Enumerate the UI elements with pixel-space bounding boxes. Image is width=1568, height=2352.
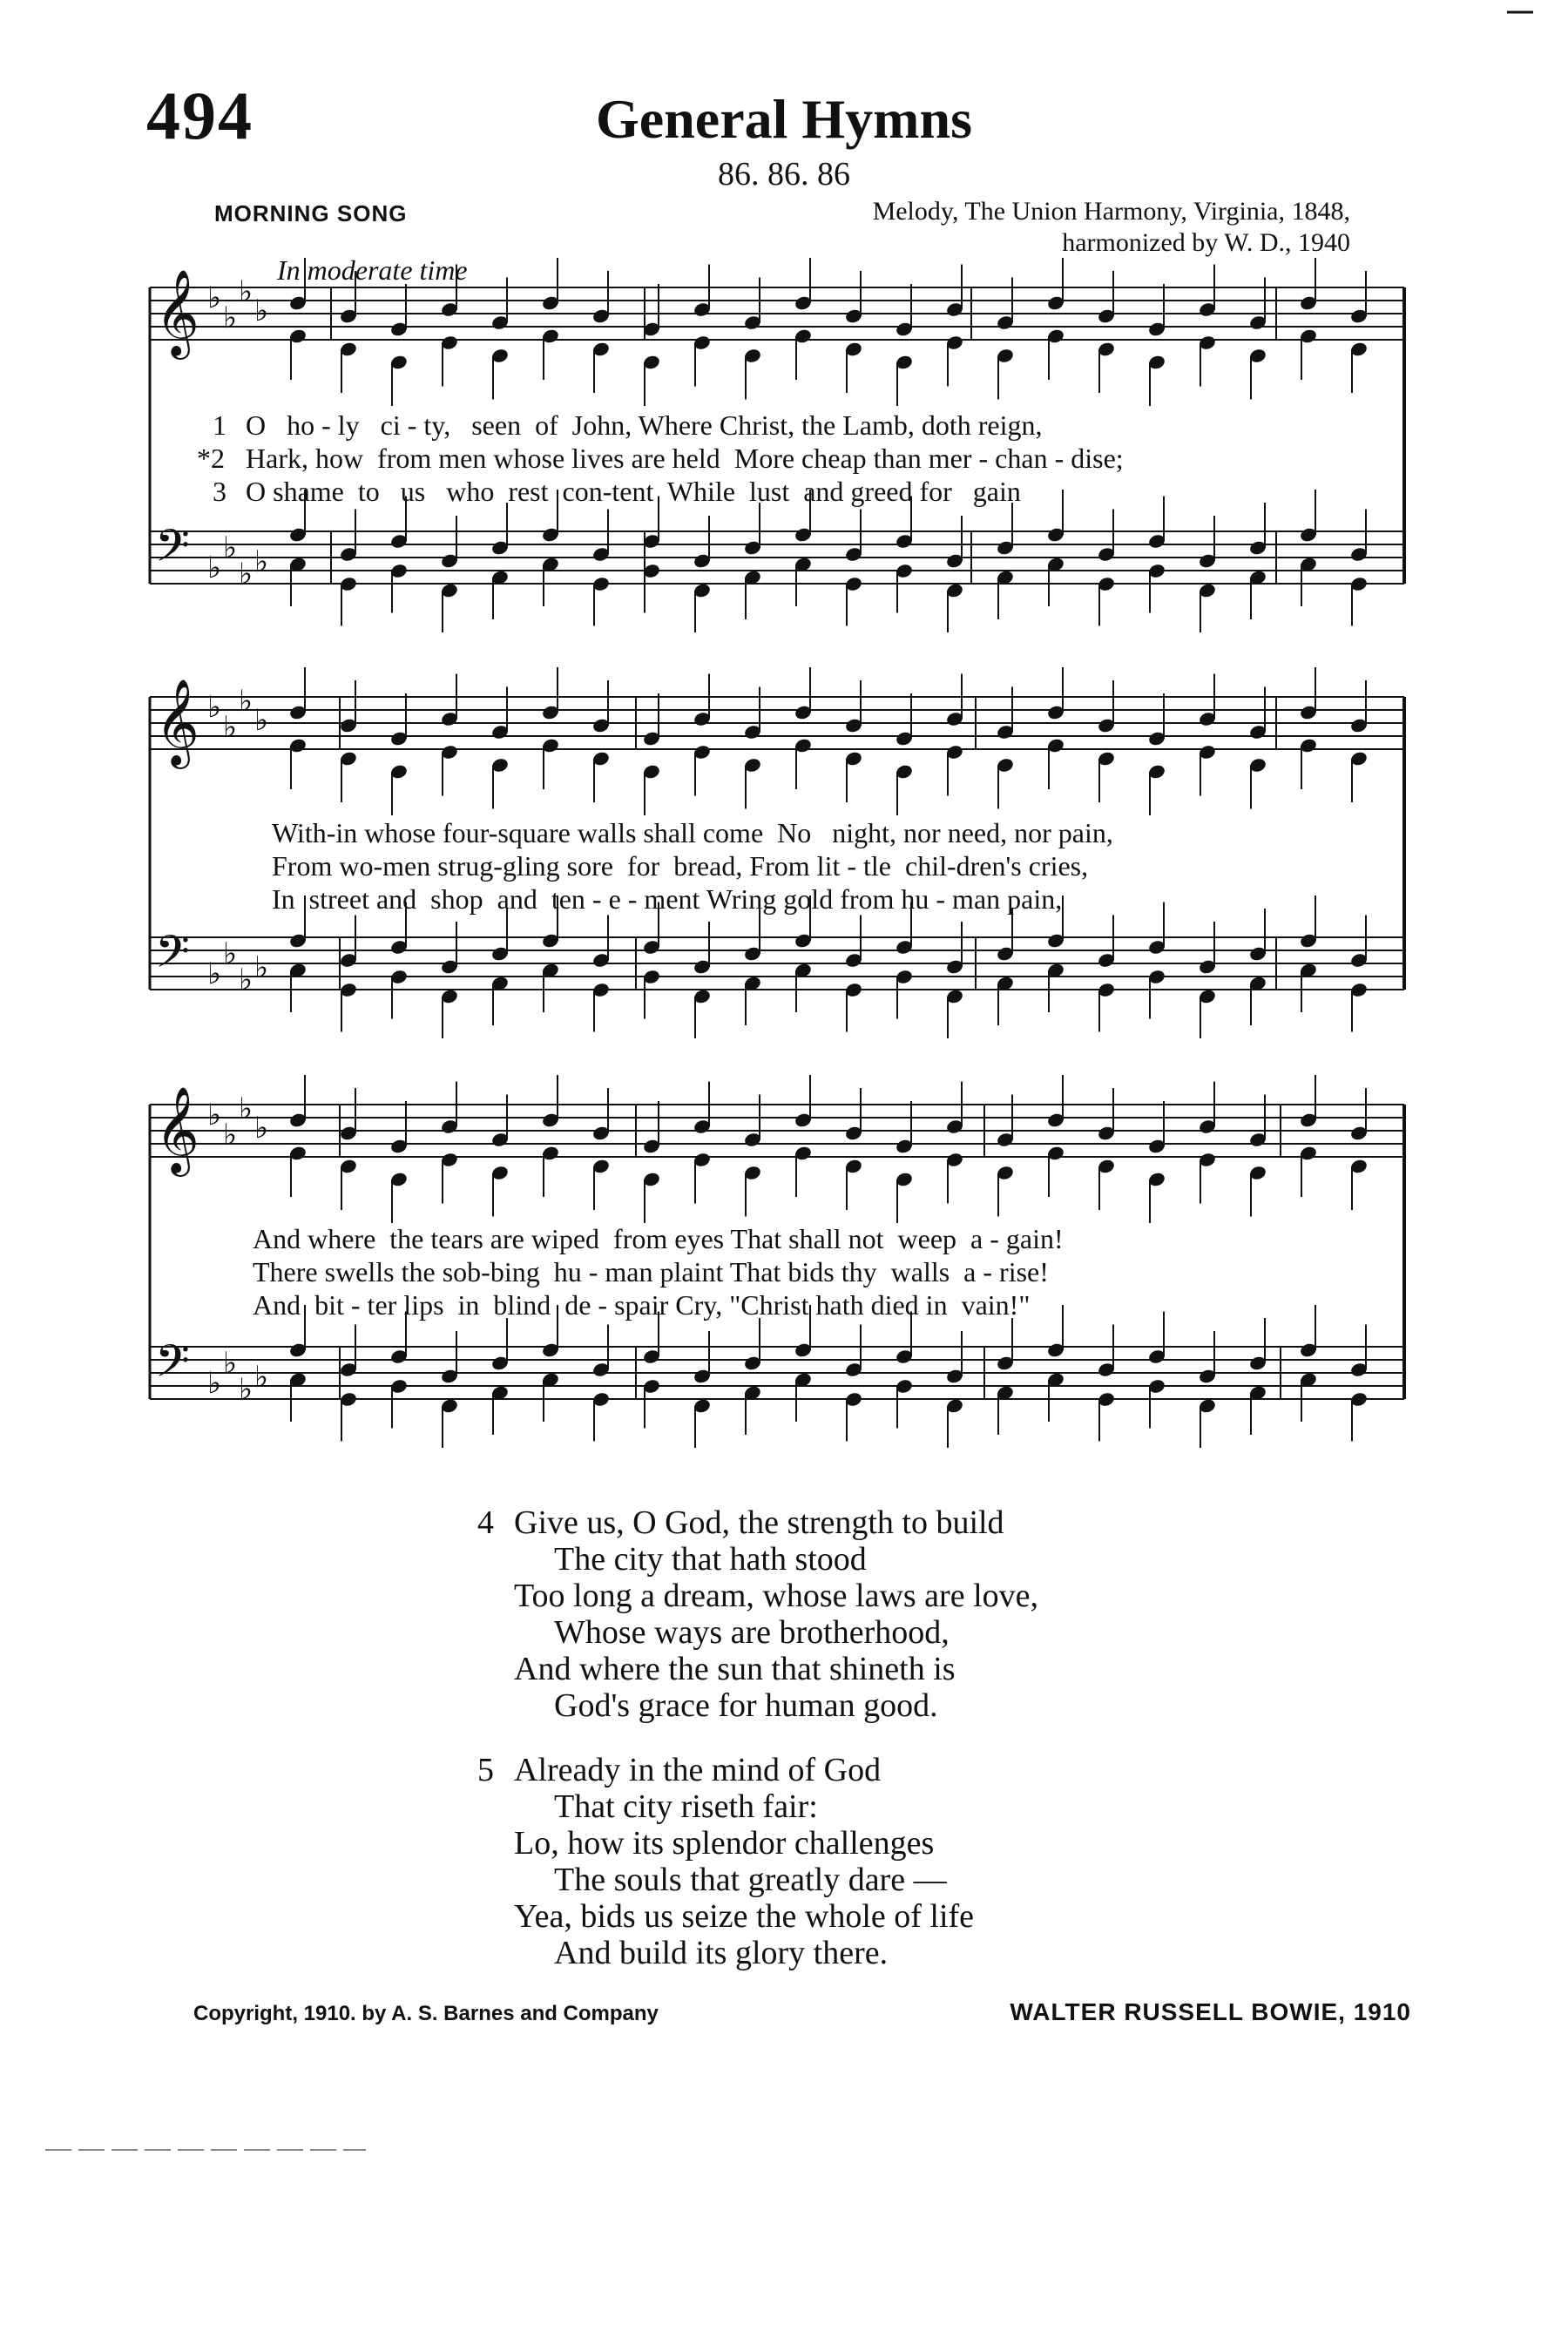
stanza-line: The souls that greatly dare — xyxy=(554,1862,947,1898)
flat-sign: ♭ xyxy=(223,301,238,335)
flat-sign: ♭ xyxy=(223,710,238,745)
flat-sign: ♭ xyxy=(254,294,269,328)
flat-sign: ♭ xyxy=(239,557,253,591)
flat-sign: ♭ xyxy=(239,1092,253,1126)
verse-number: 3 xyxy=(213,476,226,507)
stanza-number: 4 xyxy=(477,1504,494,1541)
flat-sign: ♭ xyxy=(239,1372,253,1407)
lyric-line: In street and shop and ten - e - ment Wring gold from hu - man pain, xyxy=(272,883,1063,915)
meter: 86. 86. 86 xyxy=(718,156,850,193)
lyric-line: Hark, how from men whose lives are held More cheap than mer - chan - dise; xyxy=(246,443,1124,474)
treble-clef: 𝄞 xyxy=(155,269,199,356)
flat-sign: ♭ xyxy=(207,956,222,991)
lyric-line: And bit - ter lips in blind de - spair Cry, "Christ hath died in vain!" xyxy=(253,1289,1031,1321)
stanza-line: Already in the mind of God xyxy=(514,1752,882,1788)
harmonization-credit: harmonized by W. D., 1940 xyxy=(1062,228,1350,257)
bass-clef: 𝄢 xyxy=(155,519,190,583)
stanza-line: Yea, bids us seize the whole of life xyxy=(514,1898,975,1935)
stanza-line: Give us, O God, the strength to build xyxy=(514,1504,1004,1541)
flat-sign: ♭ xyxy=(254,950,269,985)
flat-sign: ♭ xyxy=(239,684,253,719)
treble-clef: 𝄞 xyxy=(155,679,199,766)
stanza-line: And where the sun that shineth is xyxy=(514,1651,956,1687)
lyric-line: And where the tears are wiped from eyes That shall not weep a - gain! xyxy=(253,1223,1064,1254)
flat-sign: ♭ xyxy=(254,1111,269,1146)
lyric-line: From wo-men strug-gling sore for bread, From lit - tle chil-dren's cries, xyxy=(272,850,1089,882)
lyric-line: With-in whose four-square walls shall come No night, nor need, nor pain, xyxy=(272,817,1113,848)
bass-clef: 𝄢 xyxy=(155,925,190,989)
lyric-line: There swells the sob-bing hu - man plaint That bids thy walls a - rise! xyxy=(253,1256,1049,1288)
flat-sign: ♭ xyxy=(254,1360,269,1395)
copyright-notice: Copyright, 1910. by A. S. Barnes and Company xyxy=(193,2002,659,2025)
lyric-line: O ho - ly ci - ty, seen of John, Where Christ, the Lamb, doth reign, xyxy=(246,409,1043,441)
stanza-line: Lo, how its splendor challenges xyxy=(514,1825,935,1862)
section-title: General Hymns xyxy=(596,88,972,150)
flat-sign: ♭ xyxy=(223,1346,238,1381)
tune-name: MORNING SONG xyxy=(214,200,408,226)
flat-sign: ♭ xyxy=(223,1118,238,1152)
tune-source: Melody, The Union Harmony, Virginia, 1848, xyxy=(872,197,1350,226)
stanza-line: And build its glory there. xyxy=(554,1935,889,1971)
stanza-number: 5 xyxy=(477,1752,494,1788)
bass-clef: 𝄢 xyxy=(155,1335,190,1398)
flat-sign: ♭ xyxy=(223,531,238,565)
tempo-marking: In moderate time xyxy=(277,254,468,286)
flat-sign: ♭ xyxy=(207,280,222,315)
flat-sign: ♭ xyxy=(207,551,222,585)
stanza-line: Too long a dream, whose laws are love, xyxy=(514,1578,1038,1614)
stanza-line: Whose ways are brotherhood, xyxy=(554,1614,950,1651)
stanza-line: That city riseth fair: xyxy=(554,1788,818,1825)
hymn-number: 494 xyxy=(146,78,253,153)
verse-number: *2 xyxy=(197,443,225,474)
flat-sign: ♭ xyxy=(239,274,253,309)
lyric-line: O shame to us who rest con-tent While lust and greed for gain xyxy=(246,476,1021,507)
stanza-line: The city that hath stood xyxy=(554,1541,867,1578)
flat-sign: ♭ xyxy=(207,1098,222,1132)
flat-sign: ♭ xyxy=(223,936,238,971)
stanza-line: God's grace for human good. xyxy=(554,1687,938,1724)
flat-sign: ♭ xyxy=(207,1366,222,1401)
flat-sign: ♭ xyxy=(239,963,253,997)
flat-sign: ♭ xyxy=(207,690,222,725)
verse-number: 1 xyxy=(213,409,226,441)
flat-sign: ♭ xyxy=(254,544,269,579)
author-credit: WALTER RUSSELL BOWIE, 1910 xyxy=(1010,1998,1411,2025)
flat-sign: ♭ xyxy=(254,703,269,738)
treble-clef: 𝄞 xyxy=(155,1086,199,1173)
